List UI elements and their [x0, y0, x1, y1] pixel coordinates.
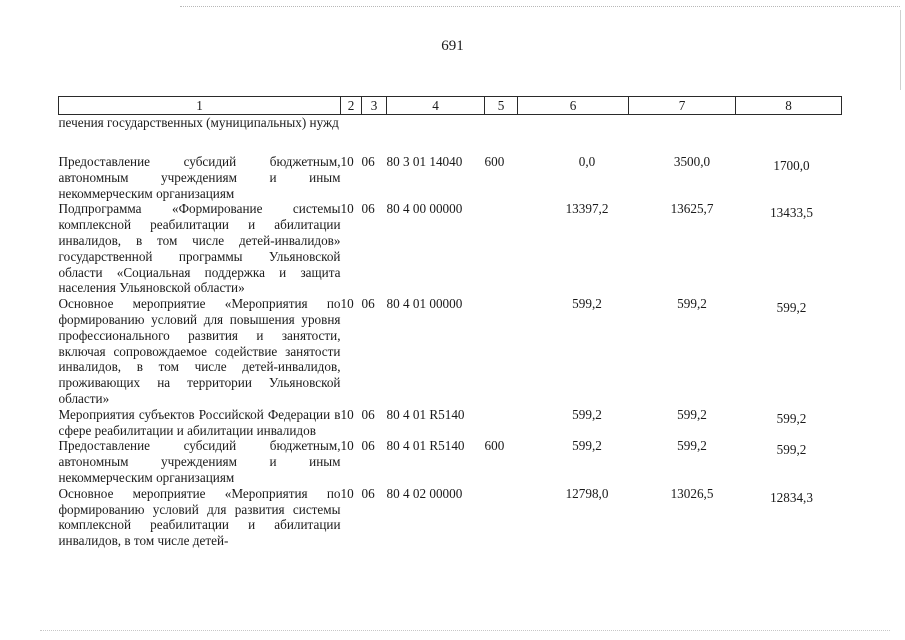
- row-value-1: 0,0: [578, 154, 596, 169]
- row-section: 10: [340, 485, 354, 501]
- table-row: [59, 486, 842, 549]
- row-expense-type: [485, 115, 518, 155]
- row-value-2: 3500,0: [673, 154, 711, 169]
- row-subsection: 06: [361, 154, 375, 169]
- row-section: 10: [340, 406, 354, 422]
- row-value-3: [736, 115, 842, 155]
- row-expense-type: [485, 486, 518, 549]
- column-header-7: 7: [629, 97, 736, 115]
- row-value-2: 599,2: [677, 438, 707, 454]
- table-row: [59, 296, 842, 407]
- column-header-6: 6: [518, 97, 629, 115]
- row-value-1: 599,2: [572, 438, 602, 454]
- row-subsection: 06: [361, 406, 375, 422]
- row-target-code: 80 4 01 R5140: [386, 406, 465, 422]
- row-expense-type: 600: [484, 438, 505, 454]
- row-expense-type: 600: [484, 154, 505, 169]
- row-value-2: 599,2: [677, 296, 707, 312]
- row-section: 10: [340, 296, 354, 312]
- column-header-8: 8: [736, 97, 842, 115]
- row-expense-type: [485, 201, 518, 296]
- row-value-3: 12834,3: [770, 489, 813, 505]
- row-section: 10: [340, 154, 354, 169]
- row-target-code: [387, 115, 485, 155]
- row-subsection: 06: [361, 485, 375, 501]
- row-subsection: 06: [361, 201, 375, 217]
- row-section: 10: [340, 201, 354, 217]
- column-header-5: 5: [485, 97, 518, 115]
- row-value-2: [629, 115, 736, 155]
- row-name: Основное мероприятие «Мероприятия по формированию условий для повышения уровня профессионального развития и занятости, включая сопровождаемое содействие занятости инвалидов, в том числе детей-инвалидов, проживающих на территории Ульяновской области»: [58, 296, 341, 406]
- scan-edge-top: [180, 6, 900, 7]
- row-name: печения государственных (муниципальных) нужд: [58, 115, 339, 130]
- row-value-3: 599,2: [776, 300, 807, 316]
- row-name: Основное мероприятие «Мероприятия по формированию условий для развития системы комплексной реабилитации и абилитации инвалидов, в том числе детей-: [58, 485, 341, 549]
- row-subsection: 06: [361, 438, 375, 454]
- row-name: Предоставление субсидий бюджетным, автономным учреждениям и иным некоммерческим организациям: [58, 438, 341, 485]
- row-value-1: 599,2: [572, 296, 602, 312]
- column-header-4: 4: [387, 97, 485, 115]
- scan-edge-bottom: [40, 630, 890, 631]
- column-header-1: 1: [59, 97, 341, 115]
- row-expense-type: [485, 296, 518, 407]
- row-value-1: 12798,0: [565, 485, 609, 501]
- table-row: [59, 115, 842, 155]
- column-header-2: 2: [341, 97, 362, 115]
- row-target-code: 80 3 01 14040: [386, 154, 463, 169]
- table-row: [59, 438, 842, 485]
- table-row: [59, 154, 842, 201]
- row-value-3: 599,2: [776, 410, 807, 426]
- row-value-1: [518, 115, 629, 155]
- row-subsection: 06: [361, 296, 375, 312]
- row-target-code: 80 4 00 00000: [386, 201, 463, 217]
- row-value-1: 13397,2: [565, 201, 609, 217]
- row-value-2: 13026,5: [670, 485, 714, 501]
- row-target-code: 80 4 01 R5140: [386, 438, 465, 454]
- row-name: Подпрограмма «Формирование системы комплексной реабилитации и абилитации инвалидов, в том числе детей-инвалидов» государственной программы Ульяновской области «Социальная поддержка и защита населения Ульяновской области»: [58, 201, 341, 296]
- row-section: [341, 115, 362, 155]
- budget-table: [58, 96, 842, 549]
- table-row: [59, 407, 842, 439]
- table-row: [59, 201, 842, 296]
- row-value-3: 13433,5: [770, 205, 813, 221]
- row-value-3: 599,2: [776, 442, 807, 458]
- row-value-2: 599,2: [677, 406, 707, 422]
- row-value-3: 1700,0: [773, 158, 810, 173]
- row-section: 10: [340, 438, 354, 454]
- row-subsection: [362, 115, 387, 155]
- row-expense-type: [485, 407, 518, 439]
- page-number: 691: [441, 38, 464, 54]
- row-name: Мероприятия субъектов Российской Федерации в сфере реабилитации и абилитации инвалидов: [58, 406, 341, 438]
- row-target-code: 80 4 01 00000: [386, 296, 463, 312]
- column-header-3: 3: [362, 97, 387, 115]
- row-value-1: 599,2: [572, 406, 602, 422]
- row-name: Предоставление субсидий бюджетным, автономным учреждениям и иным некоммерческим организациям: [58, 154, 341, 201]
- column-number-row: [59, 97, 842, 115]
- row-value-2: 13625,7: [670, 201, 714, 217]
- row-target-code: 80 4 02 00000: [386, 485, 463, 501]
